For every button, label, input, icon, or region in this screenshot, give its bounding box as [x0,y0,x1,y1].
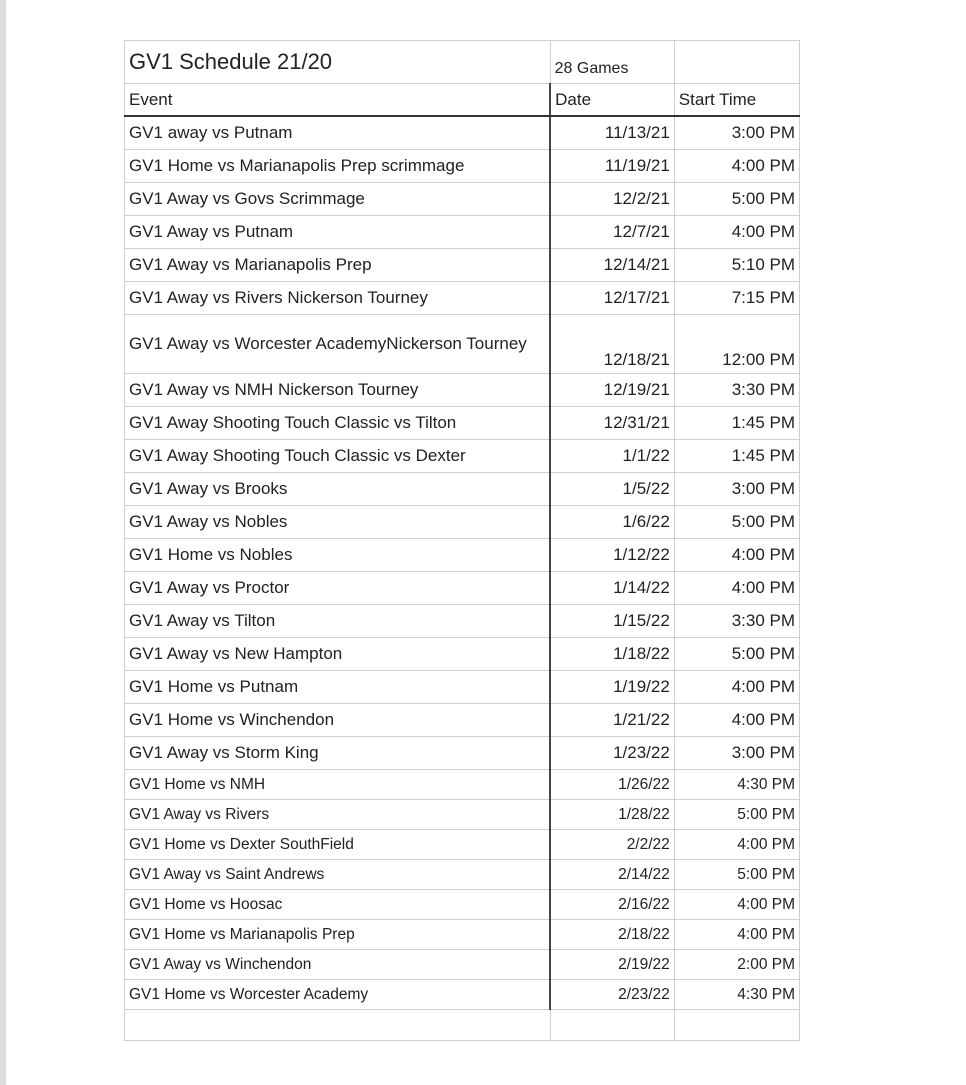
date-cell: 2/2/22 [550,830,674,860]
date-cell: 1/23/22 [550,737,674,770]
schedule-table [124,40,800,1041]
table-row [125,605,800,638]
table-row [125,860,800,890]
date-cell: 2/16/22 [550,890,674,920]
start-time-cell: 3:00 PM [674,473,799,506]
table-row [125,315,800,374]
table-row [125,890,800,920]
date-cell: 1/26/22 [550,770,674,800]
event-cell: GV1 Away vs Putnam [125,216,551,249]
event-cell: GV1 Away vs Brooks [125,473,551,506]
table-row [125,920,800,950]
date-cell: 11/19/21 [550,150,674,183]
start-time-cell: 4:00 PM [674,671,799,704]
table-row [125,671,800,704]
start-time-cell: 4:00 PM [674,539,799,572]
empty-cell [125,1010,551,1041]
event-cell: GV1 Home vs Marianapolis Prep [125,920,551,950]
table-row [125,116,800,150]
date-cell: 1/14/22 [550,572,674,605]
table-row [125,539,800,572]
date-cell: 2/18/22 [550,920,674,950]
event-cell: GV1 Away vs Rivers [125,800,551,830]
event-cell: GV1 Away vs Storm King [125,737,551,770]
empty-cell [550,1010,674,1041]
date-cell: 12/2/21 [550,183,674,216]
event-cell: GV1 Away vs Govs Scrimmage [125,183,551,216]
start-time-cell: 4:00 PM [674,216,799,249]
games-count: 28 Games [550,41,674,84]
start-time-cell: 4:30 PM [674,980,799,1010]
start-time-cell: 2:00 PM [674,950,799,980]
event-cell: GV1 Home vs Marianapolis Prep scrimmage [125,150,551,183]
table-row [125,704,800,737]
start-time-cell: 4:00 PM [674,830,799,860]
table-row [125,374,800,407]
date-cell: 12/18/21 [550,315,674,374]
event-cell: GV1 Away Shooting Touch Classic vs Dexter [125,440,551,473]
event-cell: GV1 Home vs NMH [125,770,551,800]
date-cell: 1/12/22 [550,539,674,572]
start-time-cell: 3:30 PM [674,605,799,638]
date-cell: 1/19/22 [550,671,674,704]
table-row [125,770,800,800]
event-cell: GV1 Away vs Proctor [125,572,551,605]
date-cell: 1/28/22 [550,800,674,830]
event-cell: GV1 Away vs NMH Nickerson Tourney [125,374,551,407]
start-time-cell: 5:00 PM [674,183,799,216]
date-cell: 2/14/22 [550,860,674,890]
start-time-cell: 4:00 PM [674,890,799,920]
start-time-cell: 5:10 PM [674,249,799,282]
table-row [125,249,800,282]
event-cell: GV1 Away vs Saint Andrews [125,860,551,890]
date-cell: 1/21/22 [550,704,674,737]
empty-cell [674,1010,799,1041]
start-time-cell: 5:00 PM [674,506,799,539]
event-cell: GV1 Away vs Winchendon [125,950,551,980]
table-row [125,440,800,473]
start-time-cell: 3:30 PM [674,374,799,407]
header-row [125,84,800,117]
event-cell: GV1 away vs Putnam [125,116,551,150]
event-cell: GV1 Home vs Putnam [125,671,551,704]
sheet-title: GV1 Schedule 21/20 [125,41,551,84]
table-row [125,282,800,315]
date-cell: 2/19/22 [550,950,674,980]
date-cell: 12/17/21 [550,282,674,315]
start-time-cell: 5:00 PM [674,800,799,830]
date-cell: 1/18/22 [550,638,674,671]
header-event: Event [125,84,551,117]
empty-row [125,1010,800,1041]
date-cell: 1/6/22 [550,506,674,539]
table-row [125,216,800,249]
event-cell: GV1 Home vs Hoosac [125,890,551,920]
table-row [125,638,800,671]
table-row [125,800,800,830]
date-cell: 12/19/21 [550,374,674,407]
table-row [125,473,800,506]
table-row [125,950,800,980]
date-cell: 12/7/21 [550,216,674,249]
event-cell: GV1 Away vs New Hampton [125,638,551,671]
table-row [125,150,800,183]
header-start-time: Start Time [674,84,799,117]
start-time-cell: 5:00 PM [674,638,799,671]
event-cell: GV1 Away vs Nobles [125,506,551,539]
event-cell: GV1 Home vs Winchendon [125,704,551,737]
table-row [125,506,800,539]
title-row [125,41,800,84]
start-time-cell: 1:45 PM [674,407,799,440]
table-row [125,830,800,860]
table-row [125,183,800,216]
start-time-cell: 1:45 PM [674,440,799,473]
event-cell: GV1 Home vs Worcester Academy [125,980,551,1010]
start-time-cell: 4:00 PM [674,150,799,183]
start-time-cell: 4:00 PM [674,572,799,605]
date-cell: 1/5/22 [550,473,674,506]
start-time-cell: 4:30 PM [674,770,799,800]
start-time-cell: 3:00 PM [674,116,799,150]
table-row [125,407,800,440]
page-edge [0,0,6,1085]
date-cell: 12/31/21 [550,407,674,440]
event-cell: GV1 Away vs Tilton [125,605,551,638]
date-cell: 1/15/22 [550,605,674,638]
date-cell: 11/13/21 [550,116,674,150]
date-cell: 2/23/22 [550,980,674,1010]
event-cell: GV1 Home vs Nobles [125,539,551,572]
event-cell: GV1 Away vs Rivers Nickerson Tourney [125,282,551,315]
start-time-cell: 12:00 PM [674,315,799,374]
start-time-cell: 3:00 PM [674,737,799,770]
header-date: Date [550,84,674,117]
event-cell: GV1 Away vs Worcester AcademyNickerson Tourney [125,315,551,374]
start-time-cell: 4:00 PM [674,704,799,737]
table-row [125,737,800,770]
start-time-cell: 5:00 PM [674,860,799,890]
date-cell: 1/1/22 [550,440,674,473]
event-cell: GV1 Home vs Dexter SouthField [125,830,551,860]
event-cell: GV1 Away vs Marianapolis Prep [125,249,551,282]
table-row [125,572,800,605]
start-time-cell: 4:00 PM [674,920,799,950]
empty-cell [674,41,799,84]
event-cell: GV1 Away Shooting Touch Classic vs Tilton [125,407,551,440]
date-cell: 12/14/21 [550,249,674,282]
table-row [125,980,800,1010]
start-time-cell: 7:15 PM [674,282,799,315]
